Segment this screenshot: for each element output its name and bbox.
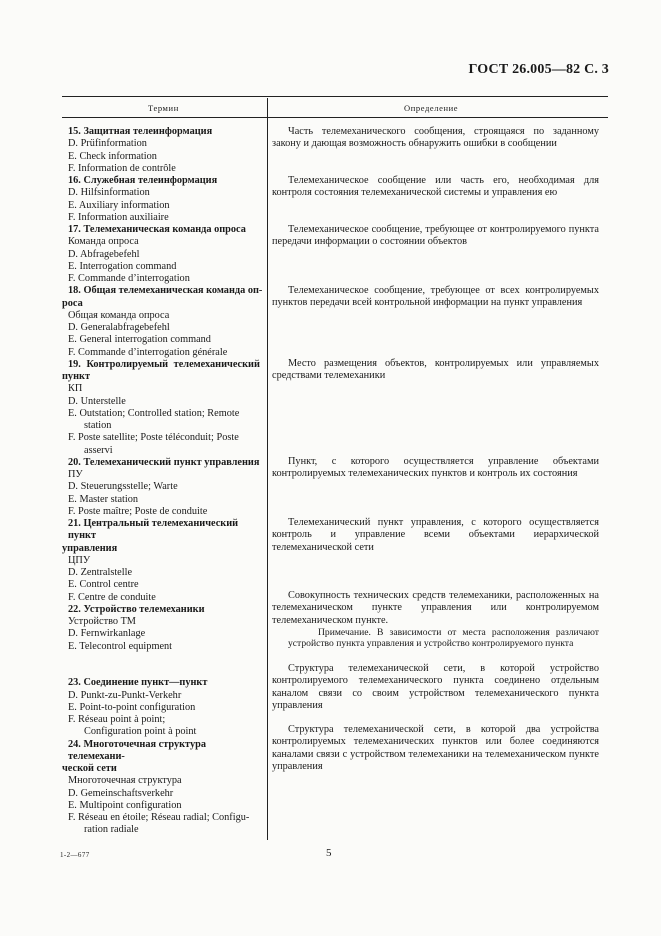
term-21-title: 21. Центральный телемеханический пункт: [68, 518, 239, 542]
term-24-title: 24. Многоточечная структура телемехани-: [68, 738, 207, 762]
term-22-short: Устройство ТМ: [68, 616, 136, 627]
term-23-fr: F. Réseau point à point;: [68, 714, 166, 725]
term-18-de: D. Generalabfragebefehl: [68, 322, 170, 333]
term-18-short: Общая команда опроса: [68, 309, 170, 321]
term-24-de: D. Gemeinschaftsverkehr: [68, 787, 174, 799]
term-16-de: D. Hilfsinformation: [68, 187, 150, 199]
term-23-title: 23. Соединение пункт—пункт: [68, 677, 208, 689]
term-15-de: D. Prüfinformation: [68, 138, 147, 150]
term-16-fr: F. Information auxiliaire: [68, 211, 169, 223]
definition-21: [272, 517, 599, 554]
term-16-title: 16. Служебная телеинформация: [68, 175, 218, 186]
term-22-de: D. Fernwirkanlage: [68, 628, 146, 640]
term-17-de: D. Abfragebefehl: [68, 248, 140, 260]
term-23-fr-cont: Configuration point à point: [84, 726, 197, 738]
definition-23-text: Структура телемеханической сети, в которой устройство контролируемого телемеханического пункта соединено отдельным каналом связи со своим устройством телемеханического пункта управления: [272, 663, 599, 711]
definition-19-text: Место размещения объектов, контролируемых или управляемых средствами телемеханики: [272, 358, 599, 382]
term-15-fr: F. Information de contrôle: [68, 162, 176, 174]
term-24-fr: F. Réseau en étoile; Réseau radial; Configu-: [68, 812, 250, 823]
definition-18-text: Телемеханическое сообщение, требующее от всех контролируемых пунктов передачи всей контрольной информации на пункт управления: [272, 285, 599, 309]
term-20-de: D. Steuerungsstelle; Warte: [68, 481, 178, 493]
definition-22: [272, 590, 599, 650]
term-18-title-cont: роса: [62, 297, 83, 309]
term-20-fr: F. Poste maître; Poste de conduite: [68, 505, 208, 517]
term-17-en: E. Interrogation command: [68, 260, 177, 272]
term-16-en: E. Auxiliary information: [68, 199, 170, 211]
term-17-title: 17. Телемеханическая команда опроса: [68, 224, 246, 235]
term-23-de: D. Punkt-zu-Punkt-Verkehr: [68, 689, 182, 701]
table-top-rule: [62, 96, 608, 97]
term-19-de: D. Unterstelle: [68, 395, 126, 407]
term-21-short: ЦПУ: [68, 554, 91, 566]
term-24-fr-cont: ration radiale: [84, 824, 139, 836]
term-18-fr: F. Commande d’interrogation générale: [68, 346, 228, 358]
term-24-en: E. Multipoint configuration: [68, 799, 182, 811]
term-17-fr: F. Commande d’interrogation: [68, 273, 190, 284]
column-header-term: Термин: [148, 103, 179, 113]
definition-16: [272, 175, 599, 200]
term-22-en: E. Telecontrol equipment: [68, 640, 173, 652]
table-header-rule: [62, 117, 608, 118]
term-19-fr-cont: asservi: [84, 444, 113, 456]
spacer: [62, 653, 265, 678]
term-18-en: E. General interrogation command: [68, 334, 211, 346]
term-21-de: D. Zentralstelle: [68, 567, 133, 578]
page-header: ГОСТ 26.005—82 С. 3: [468, 62, 609, 77]
term-19-en: E. Outstation; Controlled station; Remote: [68, 407, 240, 419]
page-number: 5: [326, 847, 332, 859]
definition-16-text: Телемеханическое сообщение или часть его, необходимая для контроля состояния телемеханической системы и управления ею: [272, 175, 599, 199]
term-23-en: E. Point-to-point configuration: [68, 701, 196, 713]
term-20-short: ПУ: [68, 469, 83, 480]
term-17-short: Команда опроса: [68, 236, 139, 248]
term-15-title: 15. Защитная телеинформация: [68, 126, 213, 137]
definition-24: [272, 724, 599, 773]
definition-24-text: Структура телемеханической сети, в которой два устройства контролируемых телемеханических пунктов или более соединяются каналами связи с устройством телемеханики на телемеханическом пункте управления: [272, 724, 599, 772]
definition-17-text: Телемеханическое сообщение, требующее от контролируемого пункта передачи информации о состоянии объектов: [272, 224, 599, 248]
term-20-title: 20. Телемеханический пункт управления: [68, 456, 260, 468]
definition-15-text: Часть телемеханического сообщения, строящаяся по заданному закону и дающая возможность обнаружить ошибки в сообщении: [272, 126, 599, 150]
term-22-title: 22. Устройство телемеханики: [68, 603, 205, 615]
term-21-title-cont: управления: [62, 542, 118, 554]
definition-18: [272, 285, 599, 310]
term-19-fr: F. Poste satellite; Poste téléconduit; Poste: [68, 432, 239, 444]
term-19-title-cont: пункт: [62, 371, 91, 382]
definition-22-text: Совокупность технических средств телемеханики, расположенных на телемеханическом пункте управления или контролируемом телемеханическом пункте.: [272, 590, 599, 626]
definition-22-note: Примечание. В зависимости от места расположения различают устройство пункта управления и устройство контролируемого пункта: [288, 626, 599, 650]
definition-23: [272, 663, 599, 712]
definition-20-text: Пункт, с которого осуществляется управление объектами контролируемых телемеханических пунктов и контроль их состояния: [272, 456, 599, 480]
term-21-en: E. Control centre: [68, 579, 139, 591]
definition-17: [272, 224, 599, 249]
definition-21-text: Телемеханический пункт управления, с которого осуществляется контроль и управление всеми объектами иерархической телемеханической сети: [272, 517, 599, 553]
term-19-short: КП: [68, 383, 83, 395]
term-20-en: E. Master station: [68, 493, 139, 505]
definition-20: [272, 456, 599, 481]
column-header-definition: Определение: [404, 103, 459, 113]
term-19-title: 19. Контролируемый телемеханический: [68, 358, 260, 370]
column-divider: [267, 98, 268, 840]
term-19-en-cont: station: [84, 420, 112, 431]
definition-15: [272, 126, 599, 151]
term-24-short: Многоточечная структура: [68, 775, 182, 787]
term-18-title: 18. Общая телемеханическая команда оп-: [68, 285, 263, 297]
term-21-fr: F. Centre de conduite: [68, 591, 156, 603]
print-code: 1-2—677: [60, 851, 90, 859]
definition-19: [272, 358, 599, 383]
term-column: [62, 126, 265, 837]
term-24-title-cont: ческой сети: [62, 763, 117, 774]
term-15-en: E. Check information: [68, 150, 157, 162]
